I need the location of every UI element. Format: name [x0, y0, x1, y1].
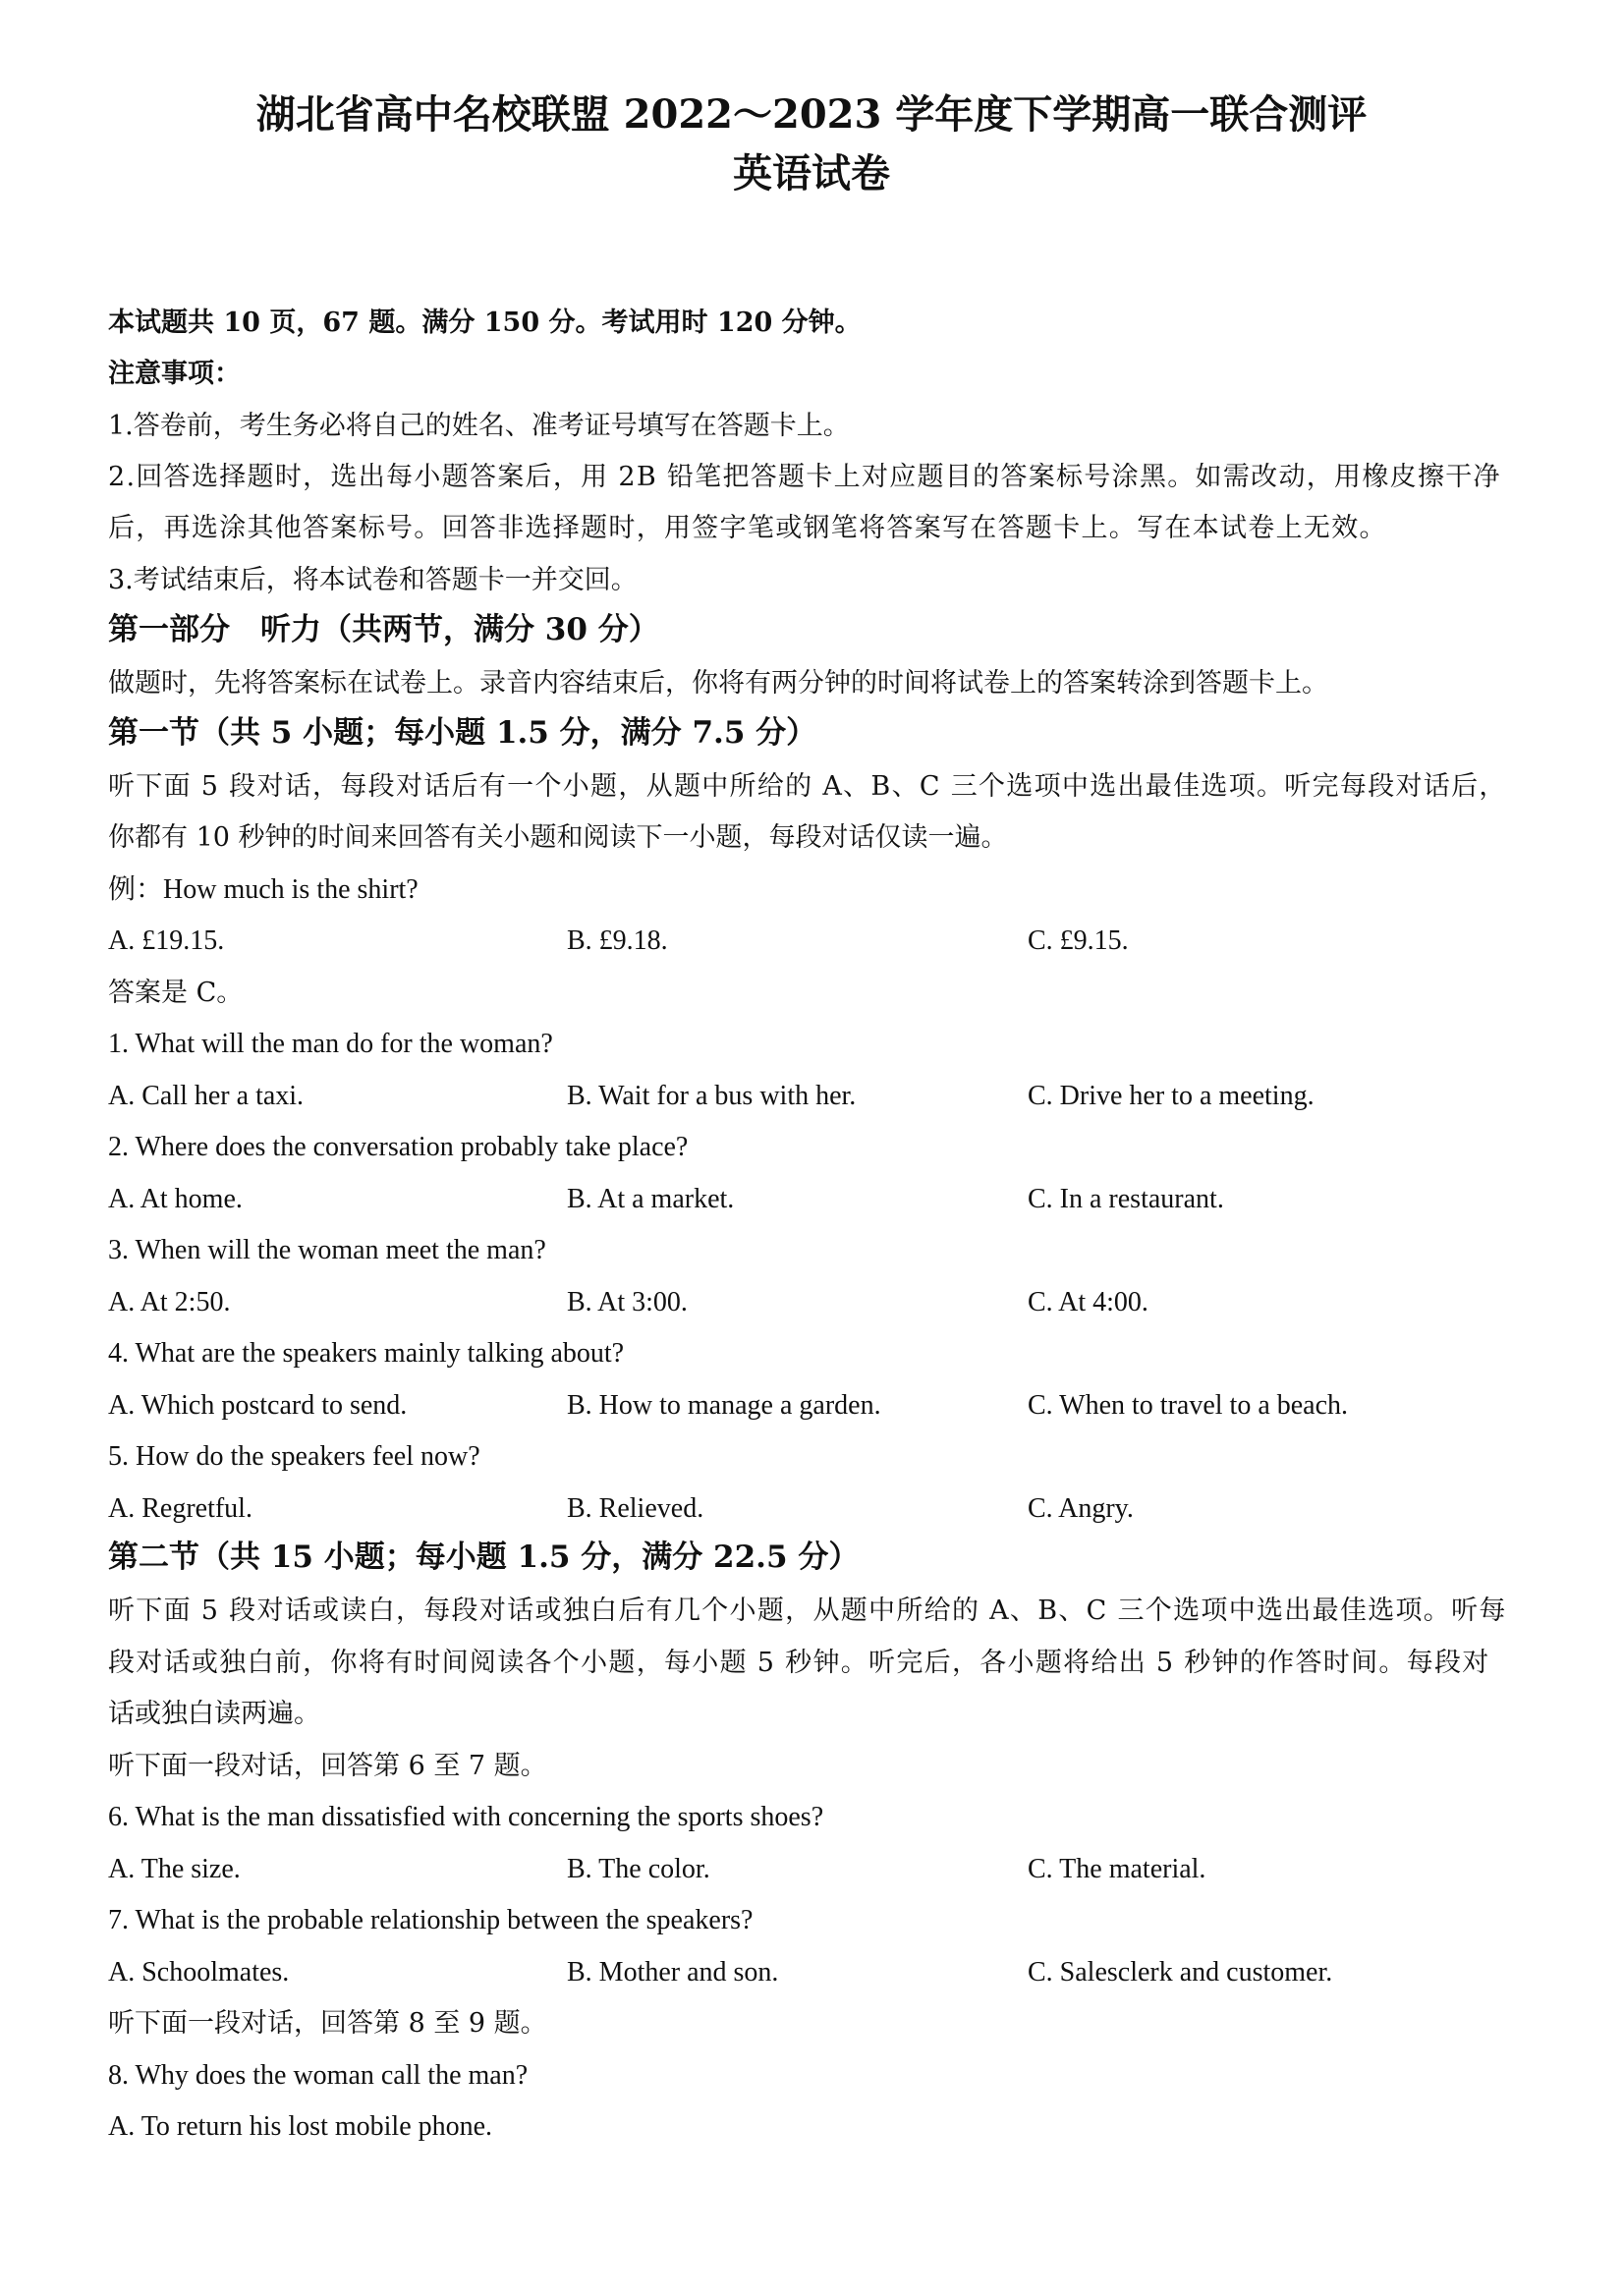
example-question: 例：How much is the shirt?	[108, 874, 419, 905]
question-8: 8. Why does the woman call the man?	[108, 2060, 529, 2091]
example-option-b: B. £9.18.	[567, 925, 668, 956]
question-8-option-a: A. To return his lost mobile phone.	[108, 2111, 493, 2142]
question-5-option-c: C. Angry.	[1028, 1493, 1134, 1524]
question-6-option-a: A. The size.	[108, 1854, 241, 1884]
question-2-option-a: A. At home.	[108, 1184, 243, 1214]
notice-item-2-line-2: 后，再选涂其他答案标号。回答非选择题时，用签字笔或钢笔将答案写在答题卡上。写在本试卷上无效。	[108, 513, 1387, 543]
question-4-option-c: C. When to travel to a beach.	[1028, 1390, 1349, 1421]
section1-heading: 第一节（共 5 小题；每小题 1.5 分，满分 7.5 分）	[108, 715, 817, 751]
question-2-option-b: B. At a market.	[567, 1184, 735, 1214]
group-2-prompt: 听下面一段对话，回答第 8 至 9 题。	[108, 2008, 547, 2039]
notice-heading: 注意事项：	[108, 359, 241, 389]
section2-heading: 第二节（共 15 小题；每小题 1.5 分，满分 22.5 分）	[108, 1540, 860, 1575]
question-1-option-b: B. Wait for a bus with her.	[567, 1081, 857, 1111]
question-3-option-a: A. At 2:50.	[108, 1287, 231, 1317]
question-7-option-b: B. Mother and son.	[567, 1957, 779, 1988]
notice-item-2-line-1: 2.回答选择题时，选出每小题答案后，用 2B 铅笔把答题卡上对应题目的答案标号涂黑。如需改动，用橡皮擦干净	[108, 462, 1501, 492]
question-1-option-a: A. Call her a taxi.	[108, 1081, 305, 1111]
exam-subtitle: 英语试卷	[733, 150, 890, 196]
notice-item-1: 1.答卷前，考生务必将自己的姓名、准考证号填写在答题卡上。	[108, 411, 850, 441]
question-3: 3. When will the woman meet the man?	[108, 1235, 546, 1265]
question-7-option-a: A. Schoolmates.	[108, 1957, 290, 1988]
question-6-option-c: C. The material.	[1028, 1854, 1206, 1884]
question-5-option-b: B. Relieved.	[567, 1493, 704, 1524]
question-7: 7. What is the probable relationship between the speakers?	[108, 1905, 754, 1935]
section2-instruction-line-1: 听下面 5 段对话或读白，每段对话或独白后有几个小题，从题中所给的 A、B、C 三个选项中选出最佳选项。听每	[108, 1596, 1507, 1626]
example-answer: 答案是 C。	[108, 978, 244, 1008]
section1-instruction-line-2: 你都有 10 秒钟的时间来回答有关小题和阅读下一小题，每段对话仅读一遍。	[108, 822, 1008, 853]
question-2: 2. Where does the conversation probably take place?	[108, 1132, 689, 1162]
question-4-option-a: A. Which postcard to send.	[108, 1390, 408, 1421]
exam-title: 湖北省高中名校联盟 2022～2023 学年度下学期高一联合测评	[255, 91, 1368, 138]
question-4-option-b: B. How to manage a garden.	[567, 1390, 881, 1421]
question-1-option-c: C. Drive her to a meeting.	[1028, 1081, 1315, 1111]
section2-instruction-line-2: 段对话或独白前，你将有时间阅读各个小题，每小题 5 秒钟。听完后，各小题将给出 5 秒钟的作答时间。每段对	[108, 1648, 1490, 1678]
part1-heading: 第一部分 听力（共两节，满分 30 分）	[108, 612, 659, 647]
example-option-c: C. £9.15.	[1028, 925, 1129, 956]
group-1-prompt: 听下面一段对话，回答第 6 至 7 题。	[108, 1751, 547, 1781]
question-6: 6. What is the man dissatisfied with concerning the sports shoes?	[108, 1802, 824, 1832]
example-option-a: A. £19.15.	[108, 925, 225, 956]
notice-item-3: 3.考试结束后，将本试卷和答题卡一并交回。	[108, 565, 638, 595]
question-4: 4. What are the speakers mainly talking about?	[108, 1338, 625, 1369]
question-5-option-a: A. Regretful.	[108, 1493, 252, 1524]
question-7-option-c: C. Salesclerk and customer.	[1028, 1957, 1333, 1988]
exam-info: 本试题共 10 页，67 题。满分 150 分。考试用时 120 分钟。	[108, 308, 862, 338]
question-3-option-c: C. At 4:00.	[1028, 1287, 1148, 1317]
question-6-option-b: B. The color.	[567, 1854, 710, 1884]
question-3-option-b: B. At 3:00.	[567, 1287, 688, 1317]
part1-instruction: 做题时，先将答案标在试卷上。录音内容结束后，你将有两分钟的时间将试卷上的答案转涂到答题卡上。	[108, 668, 1328, 699]
question-1: 1. What will the man do for the woman?	[108, 1029, 553, 1059]
question-5: 5. How do the speakers feel now?	[108, 1441, 480, 1472]
section1-instruction-line-1: 听下面 5 段对话，每段对话后有一个小题，从题中所给的 A、B、C 三个选项中选出最佳选项。听完每段对话后，	[108, 771, 1507, 802]
question-2-option-c: C. In a restaurant.	[1028, 1184, 1224, 1214]
section2-instruction-line-3: 话或独白读两遍。	[108, 1699, 320, 1729]
